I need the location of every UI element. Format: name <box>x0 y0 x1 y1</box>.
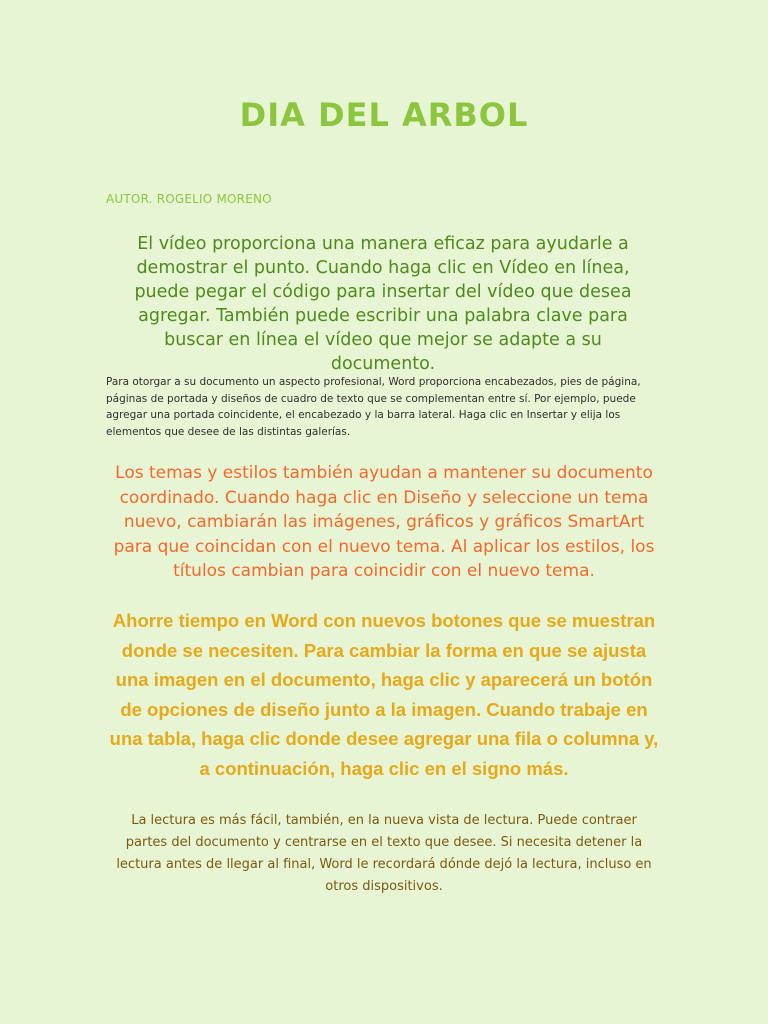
paragraph-reading-view: La lectura es más fácil, también, en la nueva vista de lectura. Puede contraer partes del documento y centrarse en el texto que desee. Si necesita detener la lectura antes de llegar al final, Word le recordará dónde dejó la lectura, incluso en otros dispositivos. <box>116 813 652 894</box>
author-line: AUTOR. ROGELIO MORENO <box>106 192 272 206</box>
paragraph-themes-styles: Los temas y estilos también ayudan a mantener su documento coordinado. Cuando haga clic en Diseño y seleccione un tema nuevo, cambiarán las imágenes, gráficos y gráficos SmartArt para que coincidan con el nuevo tema. Al aplicar los estilos, los títulos cambian para coincidir con el nuevo tema. <box>113 463 655 581</box>
document-title: DIA DEL ARBOL <box>239 96 529 134</box>
paragraph-video: El vídeo proporciona una manera eficaz para ayudarle a demostrar el punto. Cuando haga clic en Vídeo en línea, puede pegar el código para insertar del vídeo que desea agregar. También puede escribir una palabra clave para buscar en línea el vídeo que mejor se adapte a su documento. <box>134 234 632 374</box>
paragraph-save-time: Ahorre tiempo en Word con nuevos botones que se muestran donde se necesiten. Para cambiar la forma en que se ajusta una imagen en el documento, haga clic y aparecerá un botón de opciones de diseño junto a la imagen. Cuando trabaje en una tabla, haga clic donde desee agregar una fila o columna y, a continuación, haga clic en el signo más. <box>109 610 659 779</box>
paragraph-professional-look: Para otorgar a su documento un aspecto profesional, Word proporciona encabezados, pies de página, páginas de portada y diseños de cuadro de texto que se complementan entre sí. Por ejemplo, puede agregar una portada coincidente, el encabezado y la barra lateral. Haga clic en Insertar y elija los elementos que desee de las distintas galerías. <box>106 376 641 438</box>
